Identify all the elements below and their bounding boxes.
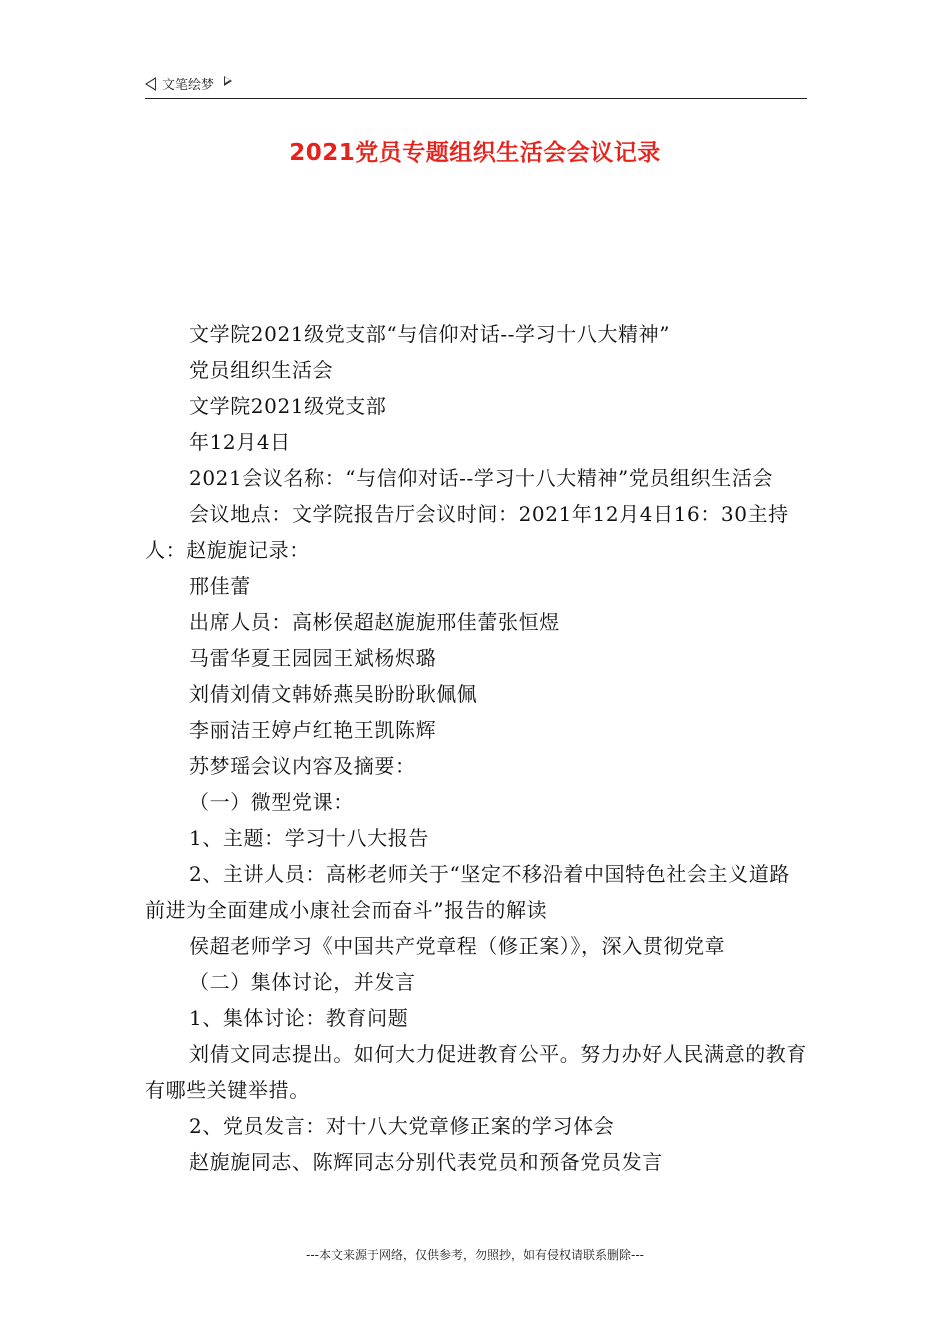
triangle-left-icon [145, 77, 156, 91]
paragraph: （二）集体讨论，并发言 [189, 970, 416, 994]
paragraph: 2021会议名称：“与信仰对话--学习十八大精神”党员组织生活会 [189, 466, 774, 490]
page-footer-notice: ---本文来源于网络，仅供参考，勿照抄，如有侵权请联系删除--- [306, 1248, 644, 1262]
paragraph: 侯超老师学习《中国共产党章程（修正案）》，深入贯彻党章 [189, 934, 726, 958]
document-body [145, 316, 807, 1180]
paragraph: 2、党员发言：对十八大党章修正案的学习体会 [189, 1114, 615, 1138]
paragraph: 会议地点：文学院报告厅会议时间：2021年12月4日16：30主持人：赵旎旎记录： [145, 502, 789, 562]
triangle-right-icon [224, 76, 232, 86]
paragraph: 邢佳蕾 [189, 574, 251, 598]
paragraph: 1、集体讨论：教育问题 [189, 1006, 409, 1030]
paragraph: 赵旎旎同志、陈辉同志分别代表党员和预备党员发言 [189, 1150, 663, 1174]
paragraph: 党员组织生活会 [189, 358, 334, 382]
paragraph: 刘倩文同志提出。如何大力促进教育公平。努力办好人民满意的教育有哪些关键举措。 [145, 1042, 807, 1102]
paragraph: 2、主讲人员：高彬老师关于“坚定不移沿着中国特色社会主义道路前进为全面建成小康社会而奋斗”报告的解读 [145, 862, 790, 922]
header-brand-text: 文笔绘梦 [162, 78, 215, 93]
paragraph: （一）微型党课： [189, 790, 354, 814]
paragraph: 文学院2021级党支部 [189, 394, 387, 418]
paragraph: 1、主题：学习十八大报告 [189, 826, 429, 850]
paragraph: 马雷华夏王园园王斌杨烬璐 [189, 646, 437, 670]
header-brand [145, 74, 232, 93]
paragraph: 年12月4日 [189, 430, 291, 454]
paragraph: 刘倩刘倩文韩娇燕吴盼盼耿佩佩 [189, 682, 478, 706]
document-title: 2021党员专题组织生活会会议记录 [289, 140, 661, 166]
paragraph: 出席人员：高彬侯超赵旎旎邢佳蕾张恒煜 [189, 610, 560, 634]
paragraph: 李丽洁王婷卢红艳王凯陈辉 [189, 718, 437, 742]
paragraph: 文学院2021级党支部“与信仰对话--学习十八大精神” [189, 322, 671, 346]
page-header [145, 72, 807, 99]
paragraph: 苏梦瑶会议内容及摘要： [189, 754, 416, 778]
